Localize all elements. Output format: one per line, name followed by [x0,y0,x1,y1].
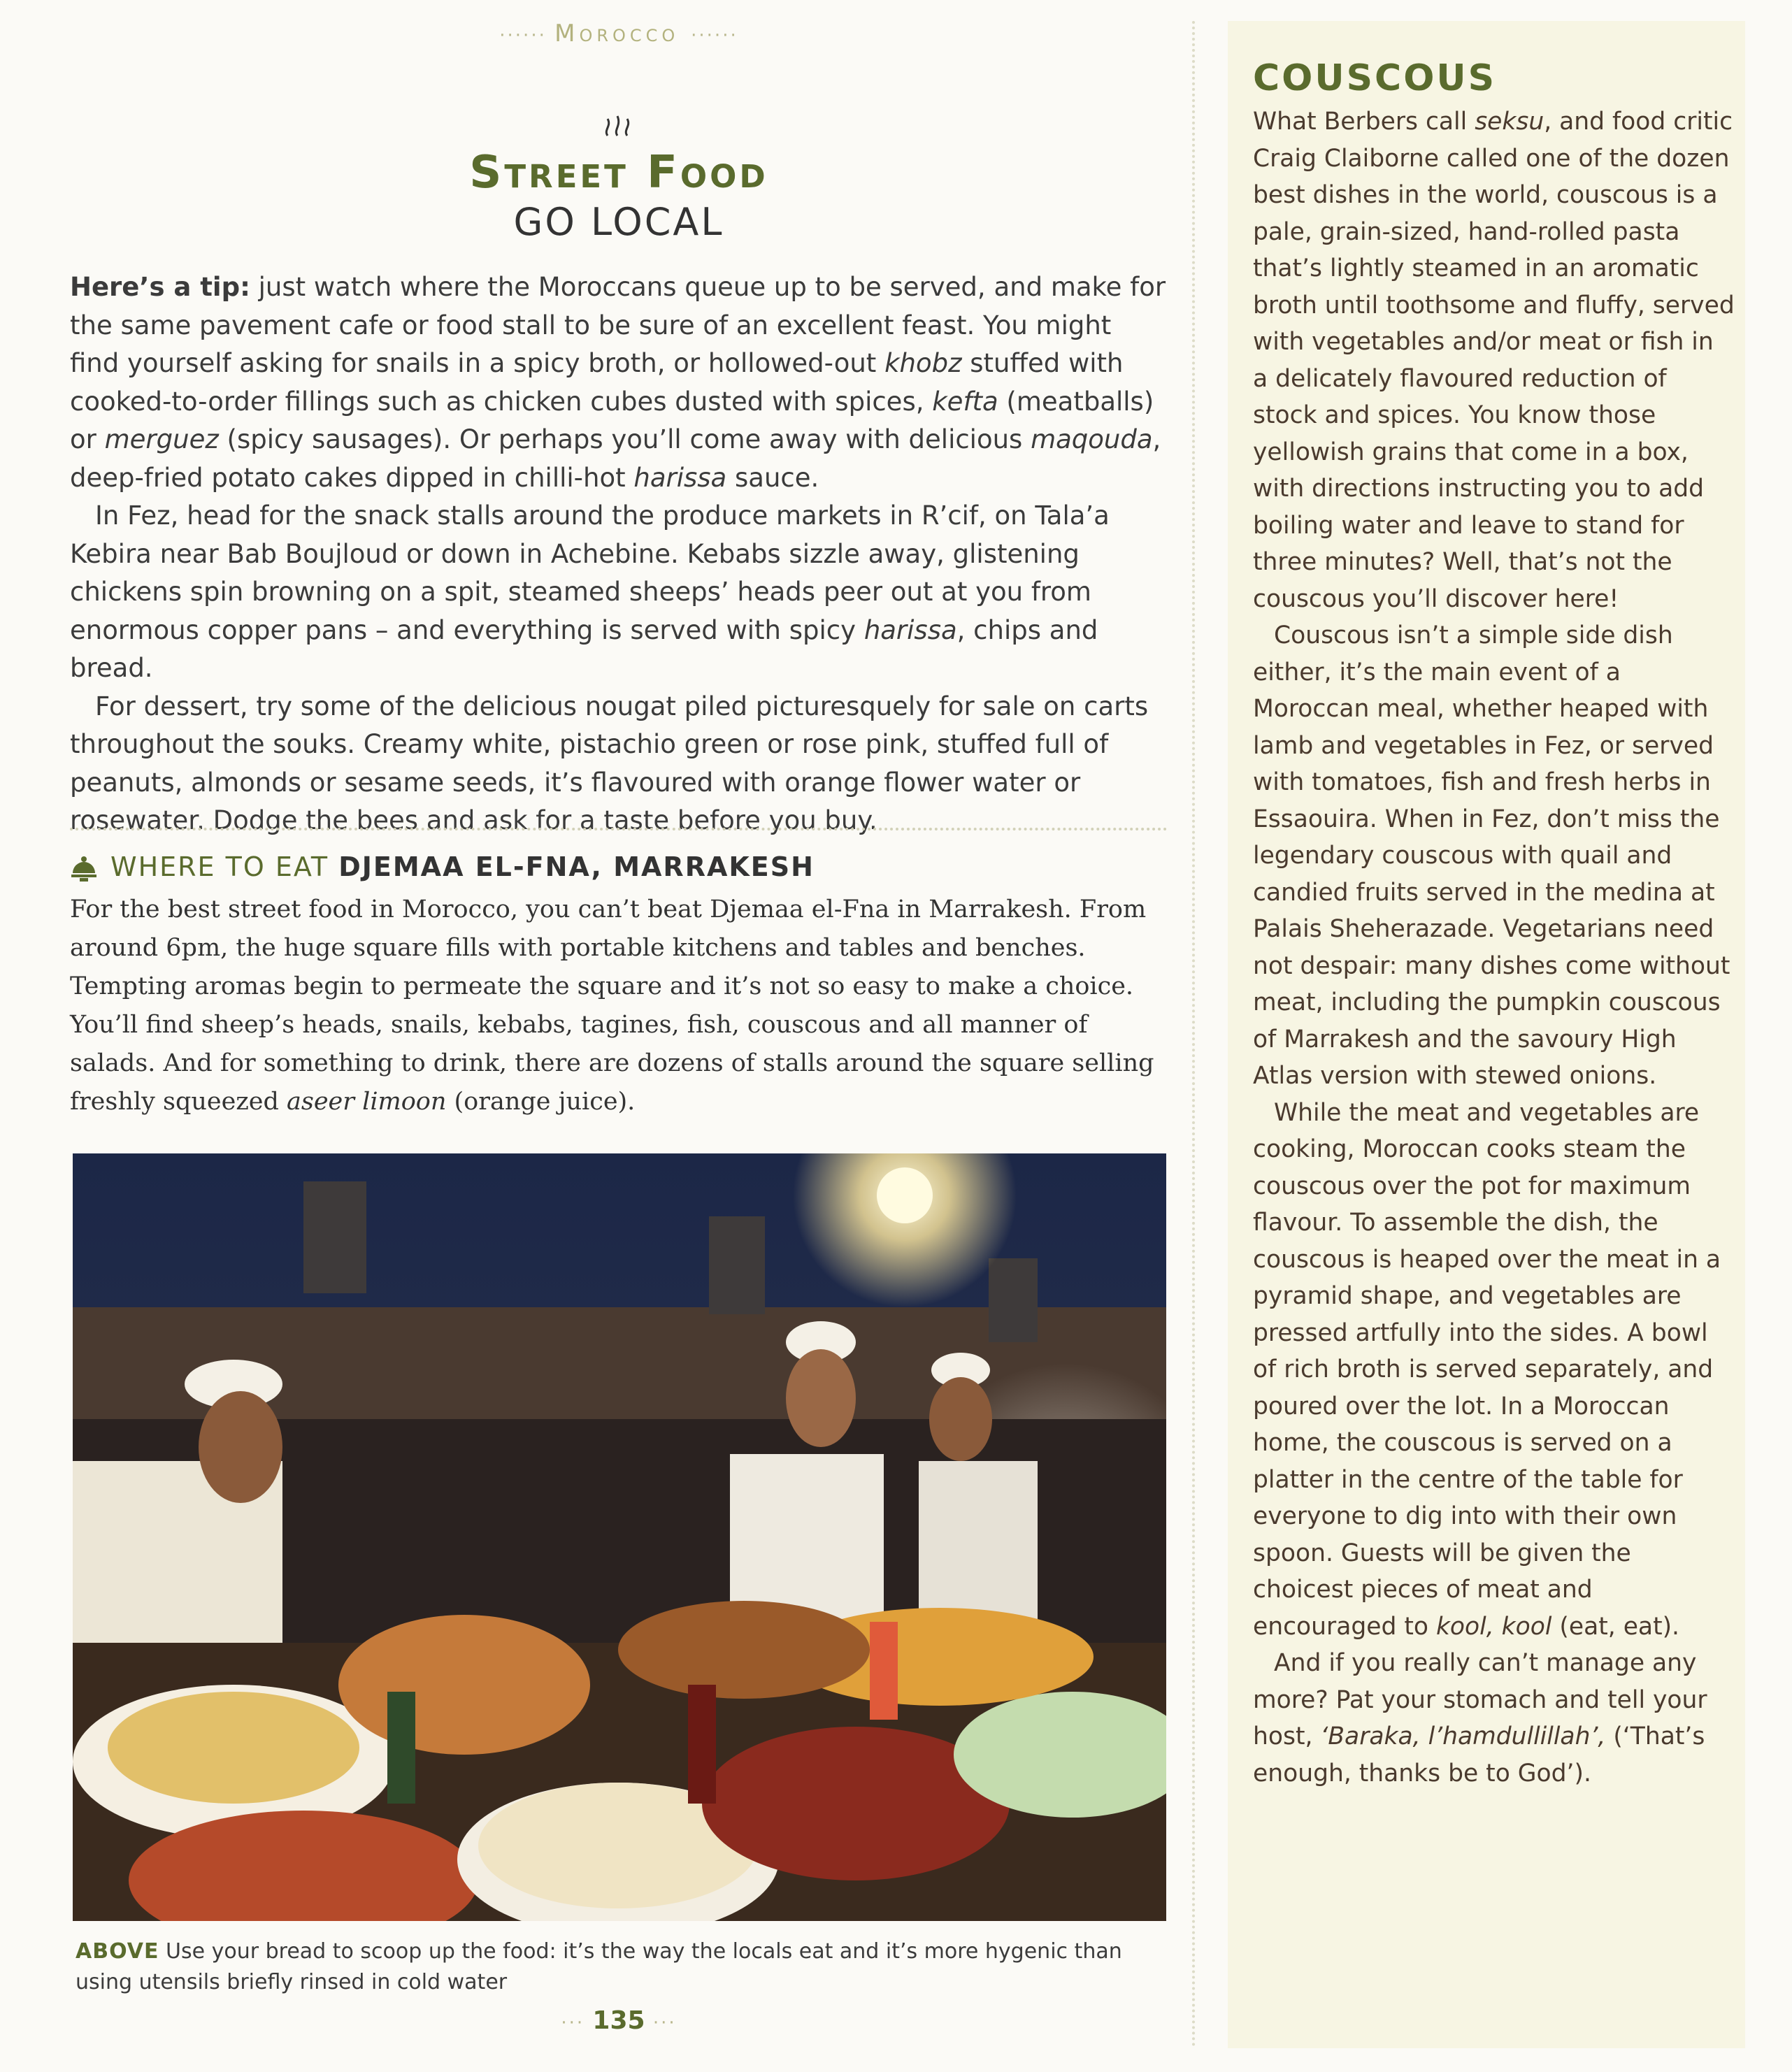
page-subtitle: GO LOCAL [513,200,724,244]
text-run: just watch where the Moroccans queue up to be served, and make for the same pavement cafe or food stall to be sure of an excellent feast. You might find yourself asking for snails in a spicy broth, or hollowed-out [70,272,1166,378]
sidebar-paragraph-4 [1253,1645,1735,1792]
intro-paragraph-3: For dessert, try some of the delicious nougat piled picturesquely for sale on carts throughout the souks. Creamy white, pistachio green or rose pink, stuffed full of peanuts, almonds or sesame seeds, it’s flavoured with orange flower water or rosewater. Dodge the bees and ask for a taste before you buy. [70,691,1149,835]
text-run: While the meat and vegetables are cooking, Moroccan cooks steam the couscous over the pot for maximum flavour. To assemble the dish, the couscous is heaped over the meat in a pyramid shape, and vegetables are pressed artfully into the sides. A bowl of rich broth is served separately, and poured over the lot. In a Moroccan home, the couscous is served on a platter in the centre of the table for everyone to dig into with their own spoon. Guests will be given the choicest pieces of meat and encouraged to [1253,1098,1721,1641]
page-title: Street Food [469,147,768,199]
text-run: (spicy sausages). Or perhaps you’ll come away with delicious [218,424,1031,454]
where-to-eat-place: DJEMAA EL-FNA, MARRAKESH [338,851,815,882]
intro-paragraph-2 [70,497,1168,688]
text-run: For the best street food in Morocco, you can’t beat Djemaa el-Fna in Marrakesh. From around 6pm, the huge square fills with portable kitchens and tables and benches. Tempting aromas begin to permeate the square and it’s not so easy to make a choice. You’ll find sheep’s heads, snails, kebabs, tagines, fish, couscous and all manner of salads. And for something to drink, there are dozens of stalls around the square selling freshly squeezed [70,895,1154,1116]
sidebar-body [1253,103,1735,1792]
text-run: , deep-fried potato cakes dipped in chilli-hot [70,424,1161,493]
sidebar-paragraph-2: Couscous isn’t a simple side dish either, it’s the main event of a Moroccan meal, whether heaped with lamb and vegetables in Fez, or served with tomatoes, fish and fresh herbs in Essaouira. When in Fez, don’t miss the legendary couscous with quail and candied fruits served in the medina at Palais Sheherazade. Vegetarians need not despair: many dishes come without meat, including the pumpkin couscous of Marrakesh and the savoury High Atlas version with stewed onions. [1253,621,1730,1090]
page-number-value: 135 [592,2006,645,2035]
tip-lead: Here’s a tip: [70,272,250,302]
term-aseer-limoon: aseer limoon [287,1088,447,1116]
where-to-eat-body [70,891,1168,1121]
term-seksu: seksu [1475,108,1544,136]
where-to-eat-heading [70,851,1168,883]
sidebar-paragraph-1 [1253,103,1735,617]
term-kefta: kefta [932,386,998,417]
term-merguez: merguez [104,424,219,454]
term-khobz: khobz [884,348,962,378]
food-cloche-icon [70,855,98,883]
section-divider [70,828,1168,830]
text-run: In Fez, head for the snack stalls around the produce markets in R’cif, on Tala’a Kebira near Bab Boujloud or down in Achebine. Kebabs sizzle away, glistening chickens spin browning on a spit, steamed sheeps’ heads peer out at you from enormous copper pans – and everything is served with spicy [70,501,1110,645]
term-harissa: harissa [863,614,957,645]
sidebar-paragraph-3 [1253,1095,1735,1646]
photo-caption [76,1936,1166,1998]
market-photo-illustration [73,1153,1166,1921]
caption-label: ABOVE [76,1939,159,1964]
text-run: (‘That’s enough, thanks be to God’). [1253,1722,1705,1787]
where-to-eat-label: WHERE TO EAT [110,851,329,882]
running-head-dots-left: ······ [499,25,555,46]
page-number-dots-left: ··· [561,2013,593,2034]
term-kool: kool, kool [1435,1612,1552,1641]
intro-paragraph-1 [70,268,1168,497]
running-head-text: Morocco [554,20,680,48]
text-run: , and food critic Craig Claiborne called one of the dozen best dishes in the world, couscous is a pale, grain-sized, hand-rolled pasta that’s lightly steamed in an aromatic broth until toothsome and fluffy, served with vegetables and/or meat or fish in a delicately flavoured reduction of stock and spices. You know those yellowish grains that come in a box, with directions instructing you to add boiling water and leave to stand for three minutes? Well, that’s not the couscous you’ll discover here! [1253,108,1735,613]
text-run: And if you really can’t manage any more? Pat your stomach and tell your host, [1253,1649,1707,1750]
steam-icon [598,110,640,138]
where-to-eat-paragraph [70,891,1168,1121]
text-run: sauce. [726,462,819,493]
page-number-dots-right: ··· [645,2013,677,2034]
term-baraka-quote: ‘Baraka, l’hamdullillah’, [1320,1722,1606,1750]
sidebar-title: COUSCOUS [1253,57,1497,99]
text-run: , chips and bread. [70,614,1098,683]
text-run: stuffed with cooked-to-order fillings such as chicken cubes dusted with spices, [70,348,1124,417]
term-maqouda: maqouda [1031,424,1153,454]
running-head [70,20,1168,48]
text-run: What Berbers call [1253,108,1475,136]
running-head-dots-right: ······ [691,25,738,46]
term-harissa: harissa [633,462,727,493]
text-run: (orange juice). [446,1088,636,1116]
text-run: (eat, eat). [1551,1612,1680,1641]
intro-text [70,268,1168,840]
column-divider [1192,21,1195,2048]
couscous-sidebar [1228,21,1745,2048]
text-run: (meatballs) or [70,386,1154,454]
market-photo [73,1153,1166,1921]
page-number [70,2006,1168,2035]
caption-text: Use your bread to scoop up the food: it’s the way the locals eat and it’s more hygenic than using utensils briefly rinsed in cold water [76,1939,1122,1994]
